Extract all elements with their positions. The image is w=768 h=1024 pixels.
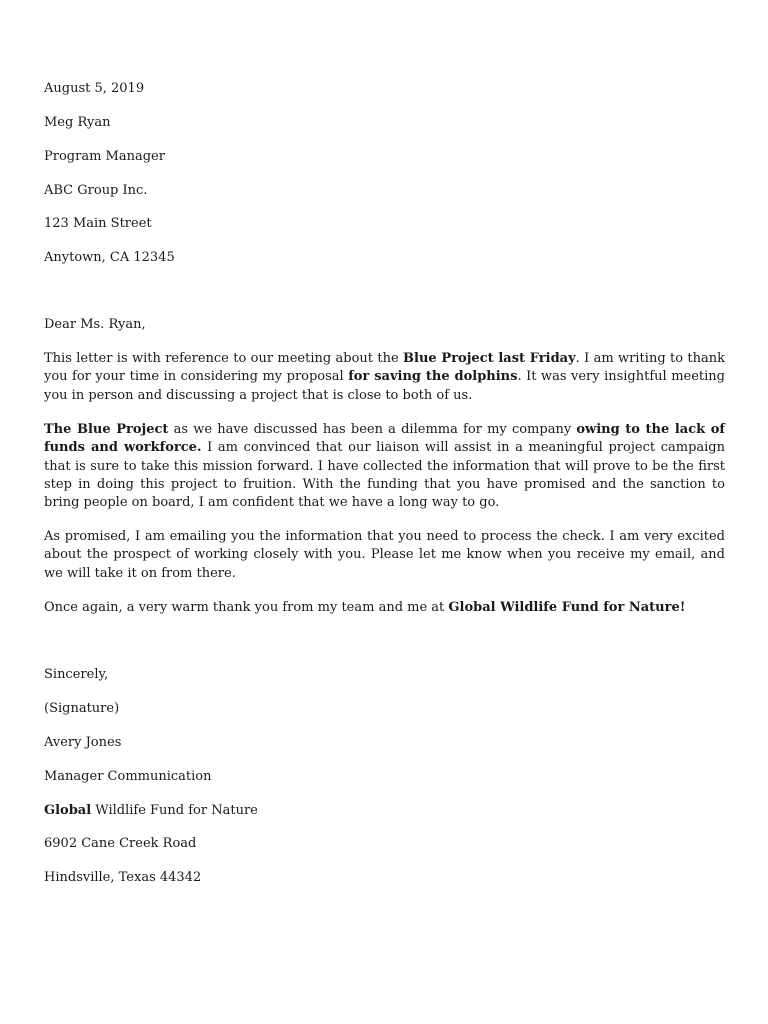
sender-city: Hindsville, Texas 44342 — [44, 870, 202, 885]
p1-text-3: . It was very insightful meeting you in person and discussing a project that is close to both of us. — [44, 369, 725, 403]
body-paragraph-2 — [44, 421, 725, 512]
letter-page — [44, 0, 725, 1024]
body-paragraph-4 — [44, 599, 725, 617]
p2-text-2: I am convinced that our liaison will assist in a meaningful project campaign that is sure to take this mission forward. I have collected the information that will prove to be the first step in doing this project to fruition. With the funding that you have promised and the sanction to bring people on board, I am confident that we have a long way to go. — [44, 440, 725, 511]
sender-name: Avery Jones — [44, 735, 122, 750]
p4-text-1: Once again, a very warm thank you from my team and me at — [44, 600, 449, 615]
recipient-name: Meg Ryan — [44, 115, 111, 130]
body-paragraph-1 — [44, 350, 725, 405]
recipient-title: Program Manager — [44, 149, 165, 164]
p1-text-1: This letter is with reference to our meeting about the — [44, 351, 404, 366]
recipient-street: 123 Main Street — [44, 216, 152, 231]
valediction: Sincerely, — [44, 667, 109, 682]
p1-text-2: . I am writing to thank you for your time in considering my proposal — [44, 351, 725, 385]
letter-date: August 5, 2019 — [44, 81, 145, 96]
recipient-city: Anytown, CA 12345 — [44, 250, 175, 265]
signature-placeholder: (Signature) — [44, 701, 120, 716]
p2-bold-2: owing to the lack of funds and workforce. — [44, 422, 725, 456]
body-paragraph-3: As promised, I am emailing you the information that you need to process the check. I am very excited about the prospect of working closely with you. Please let me know when you receive my email, and we will take it on from there. — [44, 529, 725, 581]
p4-bold-1: Global Wildlife Fund for Nature! — [448, 600, 686, 615]
sender-org-rest: Wildlife Fund for Nature — [91, 803, 258, 818]
sender-org-bold: Global — [44, 803, 92, 818]
sender-organization — [44, 802, 258, 820]
salutation: Dear Ms. Ryan, — [44, 317, 146, 332]
sender-title: Manager Communication — [44, 769, 212, 784]
p1-bold-1: Blue Project last Friday — [403, 351, 576, 366]
recipient-company: ABC Group Inc. — [44, 183, 148, 198]
p2-bold-1: The Blue Project — [44, 422, 169, 437]
p1-bold-2: for saving the dolphins — [348, 369, 518, 385]
sender-street: 6902 Cane Creek Road — [44, 836, 197, 851]
p2-text-1: as we have discussed has been a dilemma for my company — [168, 422, 577, 437]
